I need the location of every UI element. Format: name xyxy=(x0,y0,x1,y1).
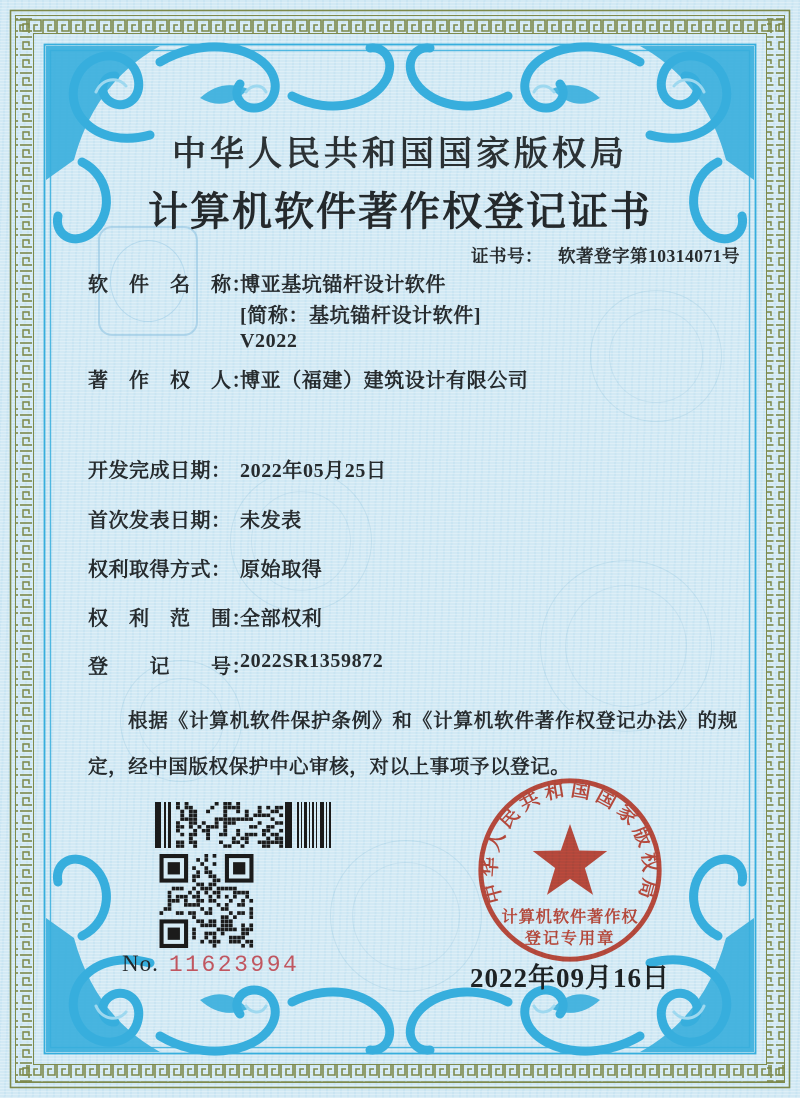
seal-line2: 登记专用章 xyxy=(524,929,616,948)
field-value: 博亚（福建）建筑设计有限公司 xyxy=(240,370,529,392)
field-value: 博亚基坑锚杆设计软件 xyxy=(240,274,446,296)
field-label: 著 作 权 人： xyxy=(88,370,252,392)
guilloche-watermark xyxy=(590,290,722,422)
field-right-acquisition-method xyxy=(88,553,748,579)
serial-number: 11623994 xyxy=(168,952,300,978)
field-software-name xyxy=(88,268,748,352)
official-red-seal xyxy=(472,772,668,968)
registration-statement: 根据《计算机软件保护条例》和《计算机软件著作权登记办法》的规定，经中国版权保护中心审核，对以上事项予以登记。 xyxy=(88,711,738,778)
field-value: 全部权利 xyxy=(240,608,323,630)
field-copyright-owner xyxy=(88,364,748,390)
field-scope-of-rights xyxy=(88,602,748,628)
field-label: 首次发表日期： xyxy=(88,510,232,532)
guilloche-watermark xyxy=(230,470,372,612)
field-value-short-name: [简称：基坑锚杆设计软件] xyxy=(240,305,482,327)
field-value-version: V2022 xyxy=(240,330,298,352)
field-label: 软 件 名 称： xyxy=(88,274,252,296)
seal-star-icon xyxy=(533,824,607,895)
certificate-title: 计算机软件著作权登记证书 xyxy=(148,189,652,234)
certificate-number-value: 软著登字第10314071号 xyxy=(558,246,740,266)
serial-prefix: No. xyxy=(122,951,159,976)
qr-code-image xyxy=(158,854,255,948)
issue-date: 2022年09月16日 xyxy=(470,963,670,993)
seal-ring-text: 中华人民共和国国家版权局 xyxy=(478,778,662,906)
field-value: 未发表 xyxy=(240,510,302,532)
barcode-image xyxy=(155,802,345,848)
authority-title: 中华人民共和国国家版权局 xyxy=(172,136,628,173)
certificate-number-line xyxy=(0,243,740,268)
field-value: 原始取得 xyxy=(240,559,323,581)
field-first-publication-date xyxy=(88,504,748,530)
field-completion-date xyxy=(88,454,748,480)
field-label: 登 记 号： xyxy=(88,656,252,678)
field-value: 2022年05月25日 xyxy=(240,460,387,482)
field-label: 权利取得方式： xyxy=(88,559,232,581)
field-value: 2022SR1359872 xyxy=(240,650,384,672)
field-label: 权 利 范 围： xyxy=(88,608,252,630)
field-label: 开发完成日期： xyxy=(88,460,232,482)
serial-number-line xyxy=(122,951,299,978)
seal-line1: 计算机软件著作权 xyxy=(501,907,639,926)
field-registration-number xyxy=(88,650,748,676)
certificate-number-label: 证书号： xyxy=(471,246,543,266)
